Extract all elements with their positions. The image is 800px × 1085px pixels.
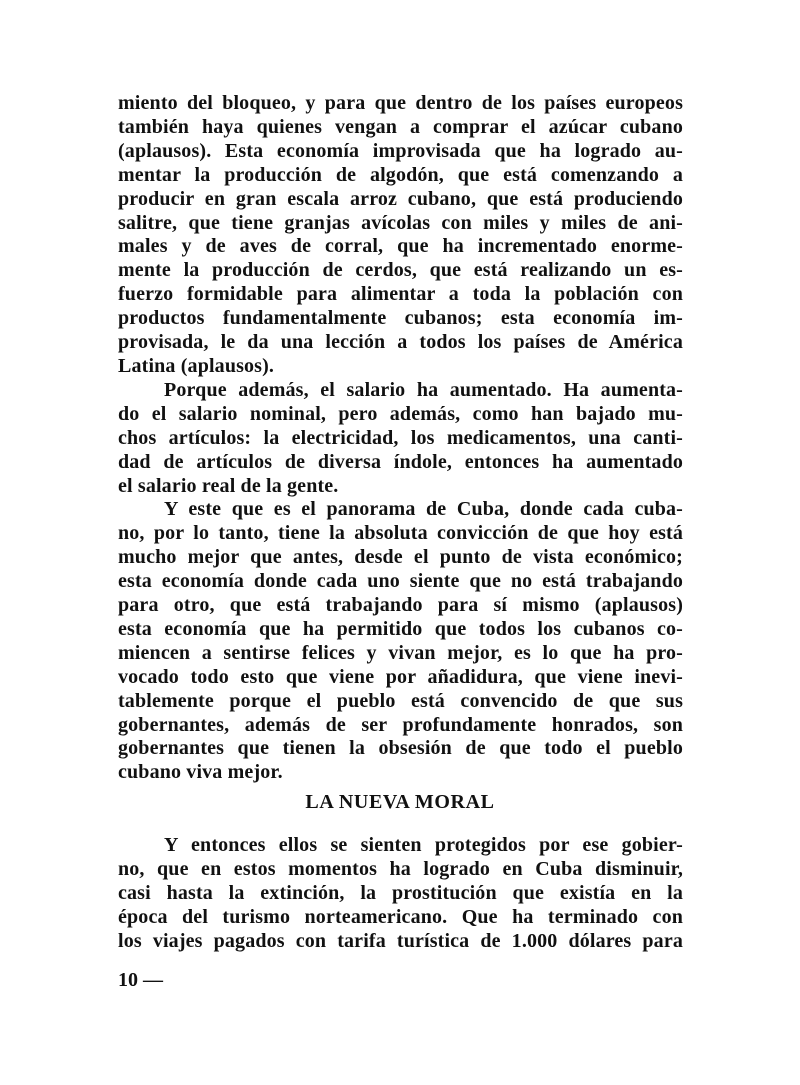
text-line: chos artículos: la electricidad, los medicamentos, una canti- — [118, 426, 683, 449]
text-line: miento del bloqueo, y para que dentro de los países europeos — [118, 92, 683, 114]
text-line: los viajes pagados con tarifa turística de 1.000 dólares para — [118, 929, 683, 952]
text-line: época del turismo norteamericano. Que ha terminado con — [118, 905, 683, 928]
text-line: productos fundamentalmente cubanos; esta economía im- — [118, 307, 683, 330]
text-line: esta economía que ha permitido que todos los cubanos co- — [118, 617, 683, 640]
text-line: mente la producción de cerdos, que está realizando un es- — [118, 259, 683, 282]
text-line: Y entonces ellos se sienten protegidos por ese gobier- — [164, 834, 683, 856]
text-line: casi hasta la extinción, la prostitución que existía en la — [118, 881, 683, 904]
text-line: para otro, que está trabajando para sí mismo (aplausos) — [118, 594, 683, 617]
text-line: salitre, que tiene granjas avícolas con miles y miles de ani- — [118, 211, 683, 234]
page-number: 10 — — [118, 969, 163, 991]
text-line: no, por lo tanto, tiene la absoluta convicción de que hoy está — [118, 522, 683, 545]
text-line: Y este que es el panorama de Cuba, donde cada cuba- — [164, 498, 683, 521]
text-line: el salario real de la gente. — [118, 474, 339, 497]
text-line: cubano viva mejor. — [118, 761, 283, 784]
text-line: mucho mejor que antes, desde el punto de vista económico; — [118, 546, 683, 569]
text-line: tablemente porque el pueblo está convencido de que sus — [118, 689, 683, 712]
text-line: gobernantes que tienen la obsesión de que todo el pueblo — [118, 737, 683, 760]
text-line: dad de artículos de diversa índole, entonces ha aumentado — [118, 450, 683, 473]
text-line: miencen a sentirse felices y vivan mejor, es lo que ha pro- — [118, 641, 683, 664]
text-line: gobernantes, además de ser profundamente honrados, son — [118, 713, 683, 736]
text-line: (aplausos). Esta economía improvisada que ha logrado au- — [118, 139, 683, 162]
text-line: no, que en estos momentos ha logrado en Cuba disminuir, — [118, 857, 683, 880]
text-line: Porque además, el salario ha aumentado. Ha aumenta- — [164, 378, 683, 401]
text-line: vocado todo esto que viene por añadidura, que viene inevi- — [118, 665, 683, 688]
body-text-block — [118, 834, 683, 954]
text-line: producir en gran escala arroz cubano, que está produciendo — [118, 187, 683, 210]
text-line: esta economía donde cada uno siente que no está trabajando — [118, 570, 683, 593]
text-line: mentar la producción de algodón, que está comenzando a — [118, 163, 683, 186]
body-text-block — [118, 92, 683, 785]
text-line: también haya quienes vengan a comprar el azúcar cubano — [118, 115, 683, 138]
section-heading: LA NUEVA MORAL — [305, 791, 495, 813]
text-line: males y de aves de corral, que ha incrementado enorme- — [118, 235, 683, 258]
text-line: provisada, le da una lección a todos los países de América — [118, 331, 683, 354]
text-line: fuerzo formidable para alimentar a toda la población con — [118, 283, 683, 306]
text-line: do el salario nominal, pero además, como han bajado mu- — [118, 402, 683, 425]
text-line: Latina (aplausos). — [118, 354, 275, 377]
